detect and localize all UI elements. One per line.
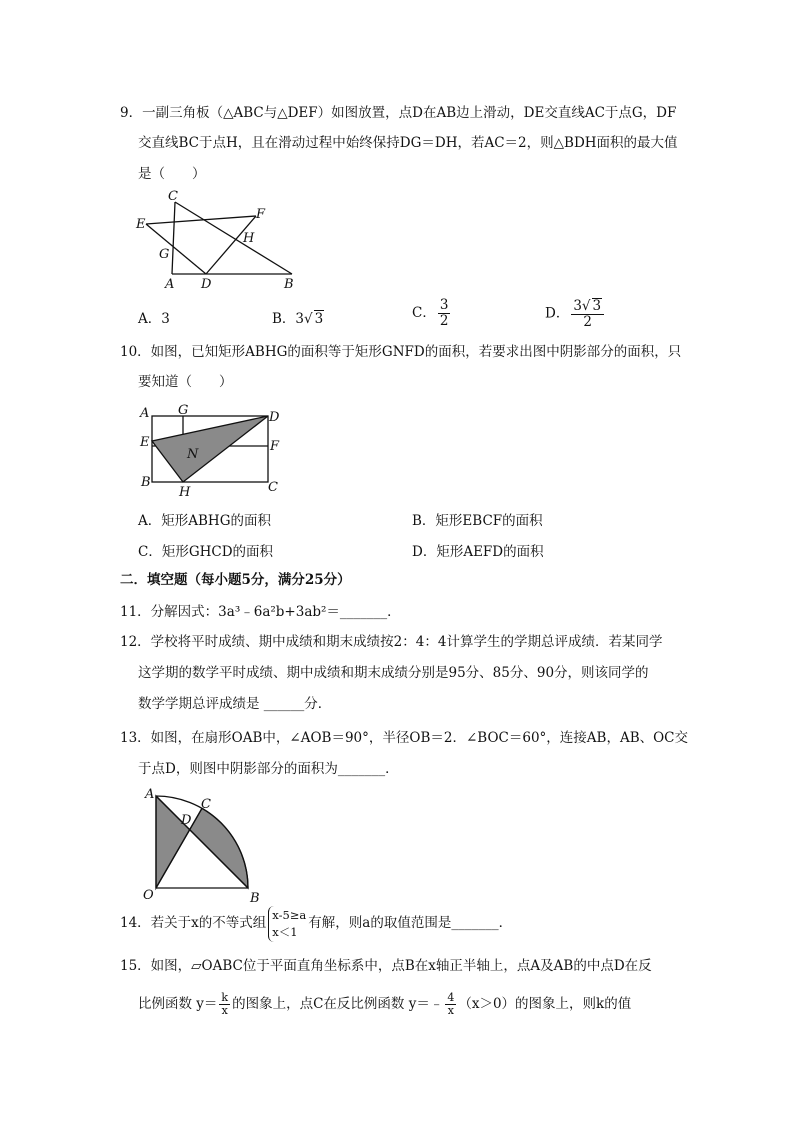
- q9-line3: 是（ ）: [138, 166, 206, 182]
- q10-label-h: H: [179, 485, 191, 500]
- q9-label-e: E: [136, 217, 146, 232]
- q9-line2: 交直线BC于点H，且在滑动过程中始终保持DG＝DH，若AC＝2，则△BDH面积的最大值: [138, 135, 678, 151]
- q10-label-d: D: [269, 410, 280, 425]
- q9-label-c: C: [168, 189, 178, 204]
- q13-label-c: C: [201, 797, 211, 812]
- q9-option-b: B．3√ 3: [272, 311, 324, 327]
- q10-option-a: A．矩形ABHG的面积: [138, 513, 271, 529]
- q9-label-h: H: [243, 231, 255, 246]
- q12-line1: 12．学校将平时成绩、期中成绩和期末成绩按2：4：4计算学生的学期总评成绩．若某同学: [120, 634, 663, 650]
- q13-line1: 13．如图，在扇形OAB中，∠AOB＝90°，半径OB＝2．∠BOC＝60°，连接AB，AB、OC交: [120, 730, 689, 746]
- q10-line2: 要知道（ ）: [138, 374, 233, 390]
- q10-label-g: G: [178, 403, 189, 418]
- q9-option-d: D． $\frac{3√ 3}{2}$: [545, 298, 606, 330]
- q10-figure: [138, 402, 290, 500]
- q11-text: 11．分解因式：3a³﹣6a²b+3ab²＝_______．: [120, 604, 401, 620]
- q10-label-e: E: [140, 435, 150, 450]
- q12-line2: 这学期的数学平时成绩、期中成绩和期末成绩分别是95分、85分、90分，则该同学的: [138, 665, 649, 681]
- q10-option-d: D．矩形AEFD的面积: [412, 544, 544, 560]
- q10-label-f: F: [270, 439, 280, 454]
- q10-option-c: C．矩形GHCD的面积: [138, 544, 274, 560]
- q10-option-b: B．矩形EBCF的面积: [412, 513, 543, 529]
- q13-label-d: D: [181, 813, 192, 828]
- q9-figure: [132, 186, 302, 291]
- q13-label-o: O: [143, 888, 154, 903]
- q9-line1: 9．一副三角板（△ABC与△DEF）如图放置，点D在AB边上滑动，DE交直线AC于点G，DF: [120, 105, 677, 121]
- q9-label-a: A: [165, 277, 175, 291]
- q14-text: 14．若关于x的不等式组 x-5≥a x＜1有解，则a的取值范围是_______．: [120, 905, 512, 942]
- q9-label-g: G: [159, 247, 170, 262]
- q10-line1: 10．如图，已知矩形ABHG的面积等于矩形GNFD的面积，若要求出图中阴影部分的面积，只: [120, 344, 682, 360]
- q10-label-b: B: [141, 475, 151, 490]
- section-heading: 二．填空题（每小题5分，满分25分）: [120, 572, 351, 588]
- q9-label-d: D: [201, 277, 212, 291]
- q13-line2: 于点D，则图中阴影部分的面积为_______．: [138, 761, 399, 777]
- q15-line1: 15．如图，▱OABC位于平面直角坐标系中，点B在x轴正半轴上，点A及AB的中点D在反: [120, 958, 652, 974]
- q10-label-a: A: [140, 406, 150, 421]
- q9-option-a: A．3: [138, 311, 170, 327]
- q9-label-f: F: [256, 207, 266, 222]
- q15-line2: 比例函数 y＝ $\frac{k}{x}$ 的图象上，点C在反比例函数 y＝﹣ $\frac{4}{x}$ （x＞0）的图象上，则k的值: [138, 991, 632, 1017]
- q13-figure: [138, 784, 268, 906]
- q13-label-a: A: [145, 787, 155, 802]
- q13-label-b: B: [250, 891, 260, 906]
- q10-label-n: N: [187, 447, 199, 462]
- q9-label-b: B: [284, 277, 294, 291]
- q9-option-c: C． $\frac{3}{2}$: [412, 297, 449, 329]
- q12-line3: 数学学期总评成绩是 ______分．: [138, 696, 332, 712]
- q10-label-c: C: [268, 480, 278, 495]
